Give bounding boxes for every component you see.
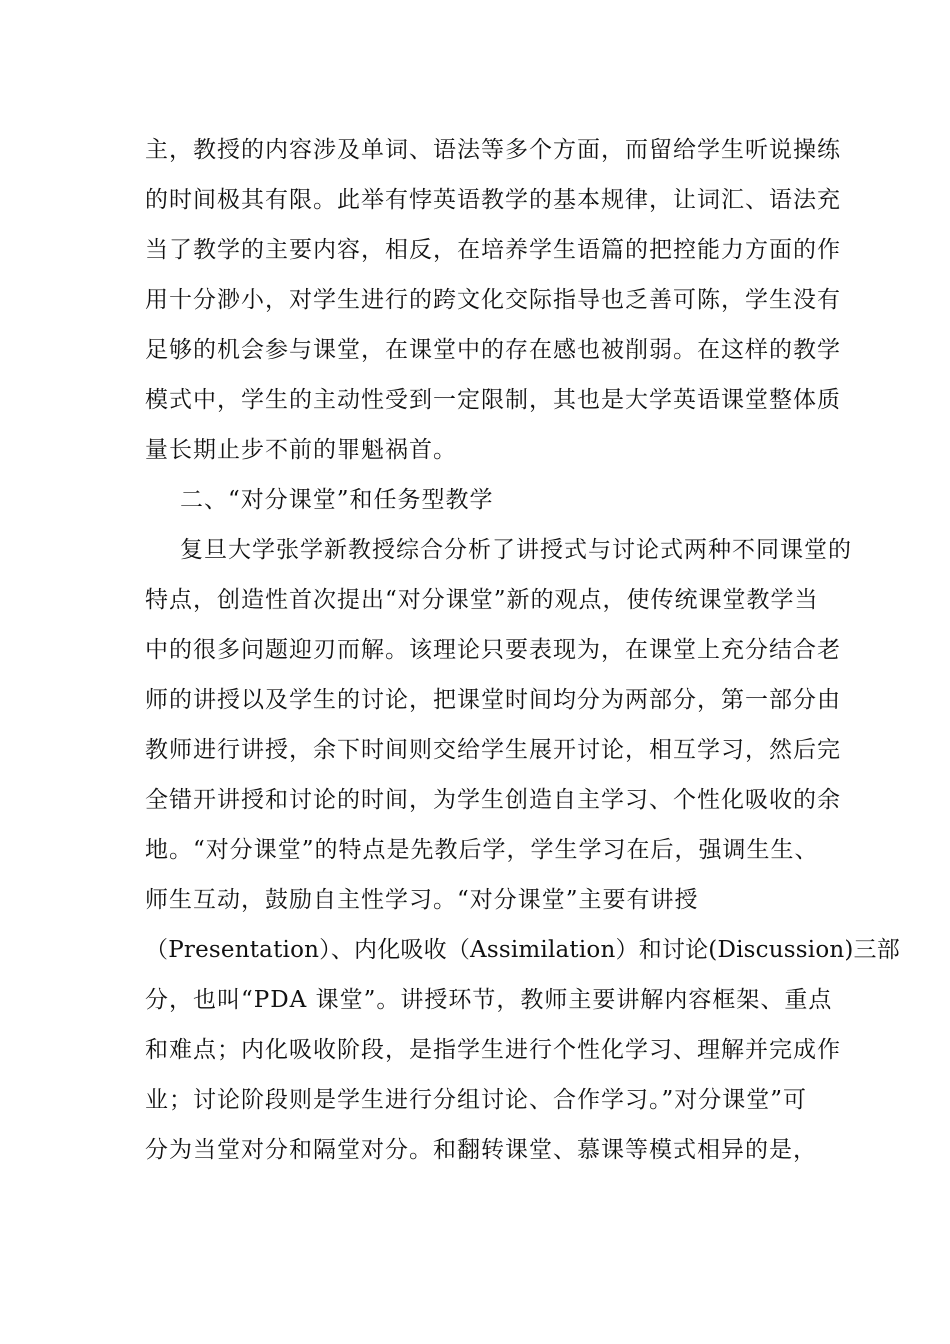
paragraph-2-line-12: 业；讨论阶段则是学生进行分组讨论、合作学习。”对分课堂”可 xyxy=(145,1087,808,1113)
paragraph-2-line-10: 分，也叫“PDA 课堂”。讲授环节，教师主要讲解内容框架、重点 xyxy=(145,987,833,1013)
paragraph-2-line-7: 地。“对分课堂”的特点是先教后学，学生学习在后，强调生生、 xyxy=(145,837,819,863)
paragraph-2-line-5: 教师进行讲授，余下时间则交给学生展开讨论，相互学习，然后完 xyxy=(145,737,841,763)
section-heading: 二、“对分课堂”和任务型教学 xyxy=(180,487,494,513)
paragraph-2-line-8: 师生互动，鼓励自主性学习。“对分课堂”主要有讲授 xyxy=(145,887,699,913)
paragraph-2-line-9: （Presentation）、内化吸收（Assimilation）和讨论(Discussion)三部 xyxy=(145,937,900,963)
paragraph-2-line-3: 中的很多问题迎刃而解。该理论只要表现为，在课堂上充分结合老 xyxy=(145,637,841,663)
paragraph-2-line-4: 师的讲授以及学生的讨论，把课堂时间均分为两部分，第一部分由 xyxy=(145,687,841,713)
paragraph-2-line-2: 特点，创造性首次提出“对分课堂”新的观点，使传统课堂教学当 xyxy=(145,587,819,613)
paragraph-2-line-11: 和难点；内化吸收阶段，是指学生进行个性化学习、理解并完成作 xyxy=(145,1037,841,1063)
paragraph-2-line-6: 全错开讲授和讨论的时间，为学生创造自主学习、个性化吸收的余 xyxy=(145,787,841,813)
paragraph-1-line-6: 模式中，学生的主动性受到一定限制，其也是大学英语课堂整体质 xyxy=(145,387,841,413)
paragraph-2-line-13: 分为当堂对分和隔堂对分。和翻转课堂、慕课等模式相异的是， xyxy=(145,1137,817,1163)
paragraph-1-line-5: 足够的机会参与课堂，在课堂中的存在感也被削弱。在这样的教学 xyxy=(145,337,841,363)
paragraph-1-line-3: 当了教学的主要内容，相反，在培养学生语篇的把控能力方面的作 xyxy=(145,237,841,263)
paragraph-1-line-4: 用十分渺小，对学生进行的跨文化交际指导也乏善可陈，学生没有 xyxy=(145,287,841,313)
paragraph-2-line-1: 复旦大学张学新教授综合分析了讲授式与讨论式两种不同课堂的 xyxy=(180,537,852,563)
paragraph-1-line-1: 主，教授的内容涉及单词、语法等多个方面，而留给学生听说操练 xyxy=(145,137,841,163)
paragraph-1-line-2: 的时间极其有限。此举有悖英语教学的基本规律，让词汇、语法充 xyxy=(145,187,841,213)
paragraph-1-line-7: 量长期止步不前的罪魁祸首。 xyxy=(145,437,457,463)
